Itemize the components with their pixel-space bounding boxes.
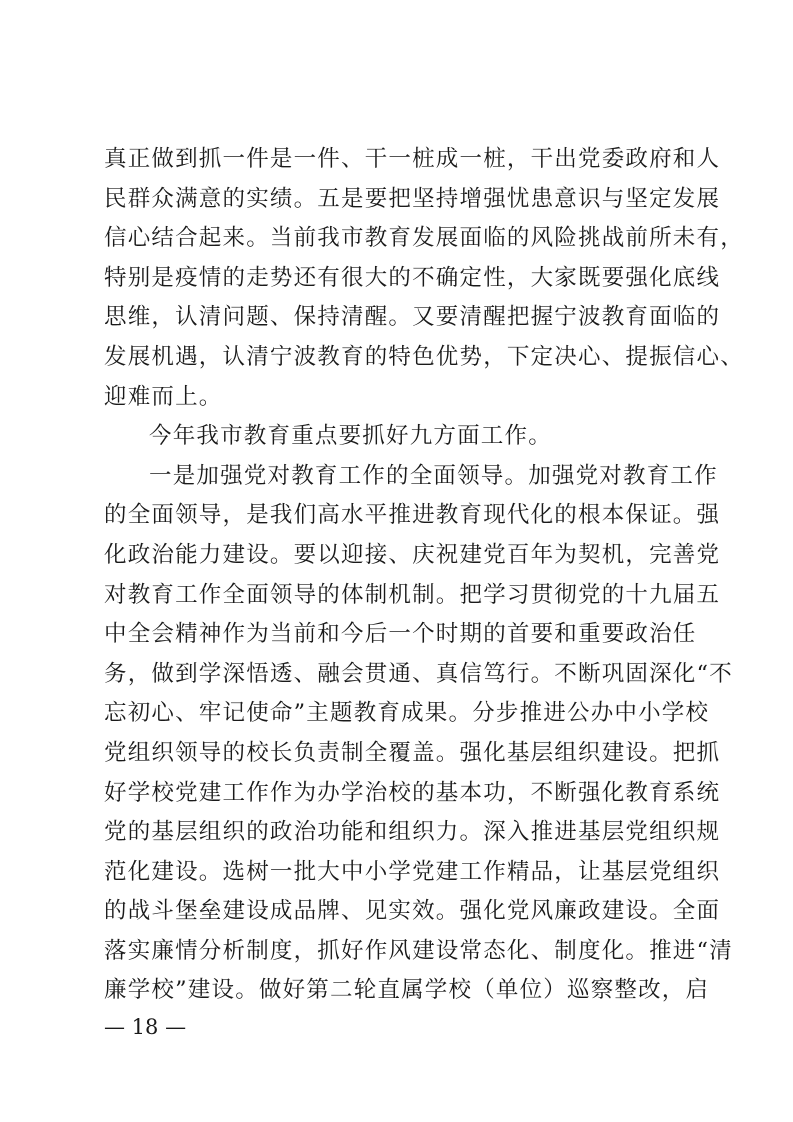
text-line: 发展机遇，认清宁波教育的特色优势，下定决心、提振信心、 [104, 343, 744, 370]
text-line: 务，做到学深悟透、融会贯通、真信笃行。不断巩固深化“不 [104, 660, 733, 687]
text-line: 廉学校”建设。做好第二轮直属学校（单位）巡察整改，启 [104, 977, 710, 1004]
text-line: 一是加强党对教育工作的全面领导。加强党对教育工作 [149, 462, 718, 489]
body-text [104, 140, 744, 1011]
text-line: 特别是疫情的走势还有很大的不确定性，大家既要强化底线 [104, 264, 721, 291]
text-line: 真正做到抓一件是一件、干一桩成一桩，干出党委政府和人 [104, 146, 721, 172]
text-line: 对教育工作全面领导的体制机制。把学习贯彻党的十九届五 [104, 581, 721, 608]
text-line: 党的基层组织的政治功能和组织力。深入推进基层党组织规 [104, 819, 721, 846]
text-line: 好学校党建工作作为办学治校的基本功，不断强化教育系统 [104, 779, 721, 806]
text-line: 迎难而上。 [104, 383, 223, 410]
text-line: 信心结合起来。当前我市教育发展面临的风险挑战前所未有， [104, 225, 744, 252]
page-number: — 18 — [104, 1015, 187, 1039]
text-line: 忘初心、牢记使命”主题教育成果。分步推进公办中小学校 [104, 700, 710, 727]
text-line: 范化建设。选树一批大中小学党建工作精品，让基层党组织 [104, 858, 721, 885]
text-line: 化政治能力建设。要以迎接、庆祝建党百年为契机，完善党 [104, 541, 721, 568]
text-line: 的全面领导，是我们高水平推进教育现代化的根本保证。强 [104, 502, 721, 529]
text-line: 落实廉情分析制度，抓好作风建设常态化、制度化。推进“清 [104, 937, 733, 964]
text-line: 中全会精神作为当前和今后一个时期的首要和重要政治任 [104, 621, 697, 648]
text-line: 今年我市教育重点要抓好九方面工作。 [149, 423, 552, 450]
text-line: 民群众满意的实绩。五是要把坚持增强忧患意识与坚定发展 [104, 185, 721, 212]
text-line: 的战斗堡垒建设成品牌、见实效。强化党风廉政建设。全面 [104, 898, 721, 925]
text-line: 思维，认清问题、保持清醒。又要清醒把握宁波教育面临的 [104, 304, 721, 331]
text-line: 党组织领导的校长负责制全覆盖。强化基层组织建设。把抓 [104, 739, 721, 766]
